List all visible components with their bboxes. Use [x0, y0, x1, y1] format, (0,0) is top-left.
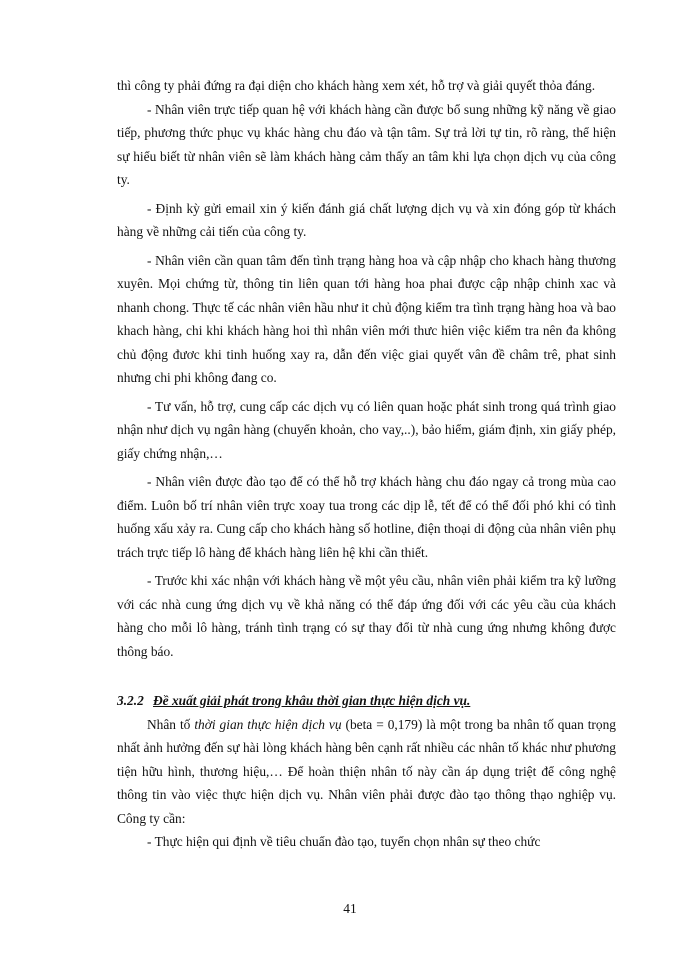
paragraph-continuation: thì công ty phải đứng ra đại diện cho khách hàng xem xét, hỗ trợ và giải quyết thỏa đáng.	[117, 78, 596, 93]
section-number: 3.2.2	[117, 693, 144, 708]
paragraph-verification: - Trước khi xác nhận với khách hàng về một yêu cầu, nhân viên phải kiểm tra kỹ lưỡng với các nhà cung ứng dịch vụ về khả năng có thể đáp ứng đối với các yêu cầu của khách hàng cho mỗi lô hàng, tránh tình trạng có sự thay đổi từ nhà cung ứng nhưng không được thông báo.	[117, 573, 616, 659]
paragraph-time-factor	[117, 713, 616, 831]
section-heading	[117, 689, 616, 713]
section-title: Đề xuất giải phát trong khâu thời gian thực hiện dịch vụ.	[153, 693, 471, 708]
paragraph-cargo-status: - Nhân viên cần quan tâm đến tình trạng hàng hoa và cập nhập cho khach hàng thương xuyên. Mọi chứng từ, thông tin liên quan tới hàng hoa phai được cập nhập chinh xac và nhanh chong. Thực tế các nhân viên hầu như it chủ động kiểm tra tình trạng hàng hoa và bao khach hàng, chi khi khách hàng hoi thì nhân viên mới thưc hiên việc kiểm tra nên đa không chủ động đươc khi tinh huống xay ra, dẫn đến việc giai quyết vân đề châm trê, phat sinh nhưng chi phi không đang co.	[117, 252, 616, 385]
paragraph-training: - Nhân viên được đào tạo để có thể hỗ trợ khách hàng chu đáo ngay cả trong mùa cao điểm. Luôn bố trí nhân viên trực xoay tua trong các dịp lễ, tết để có thể đối phó khi có tình huống xấu xảy ra. Cung cấp cho khách hàng số hotline, điện thoại di động của nhân viên phụ trách trực tiếp lô hàng để khách hàng liên hệ khi cần thiết.	[117, 474, 616, 560]
paragraph-consulting: - Tư vấn, hỗ trợ, cung cấp các dịch vụ có liên quan hoặc phát sinh trong quá trình giao nhận như dịch vụ ngân hàng (chuyển khoản, cho vay,..), bảo hiểm, giám định, xin giấy phép, giấy chứng nhận,…	[117, 398, 616, 461]
document-body	[117, 74, 616, 854]
page-number: 41	[343, 901, 357, 916]
paragraph-last-line: - Thực hiện qui định về tiêu chuẩn đào tạo, tuyển chọn nhân sự theo chức	[147, 834, 541, 849]
text-run: Nhân tố	[147, 716, 195, 732]
paragraph-email-feedback: - Định kỳ gửi email xin ý kiến đánh giá chất lượng dịch vụ và xin đóng góp từ khách hàng về những cải tiến của công ty.	[117, 200, 616, 239]
italic-term: thời gian thực hiện dịch vụ	[194, 716, 342, 732]
paragraph-staff-skills: - Nhân viên trực tiếp quan hệ với khách hàng cần được bổ sung những kỹ năng về giao tiếp, phương thức phục vụ khác hàng chu đáo và tận tâm. Sự trả lời tự tin, rõ ràng, thể hiện sự hiểu biết từ nhân viên sẽ làm khách hàng cảm thấy an tâm khi lựa chọn dịch vụ của công ty.	[117, 101, 616, 187]
text-run: (beta = 0,179) là một trong ba nhân tố quan trọng nhất ảnh hưởng đến sự hài lòng khách hàng bên cạnh rất nhiều các nhân tố khác như phương tiện hữu hình, thương hiệu,… Để hoàn thiện nhân tố này cần áp dụng triệt để công nghệ thông tin vào việc thực hiện dịch vụ. Nhân viên phải được đào tạo thông thạo nghiệp vụ. Công ty cần:	[117, 716, 616, 826]
